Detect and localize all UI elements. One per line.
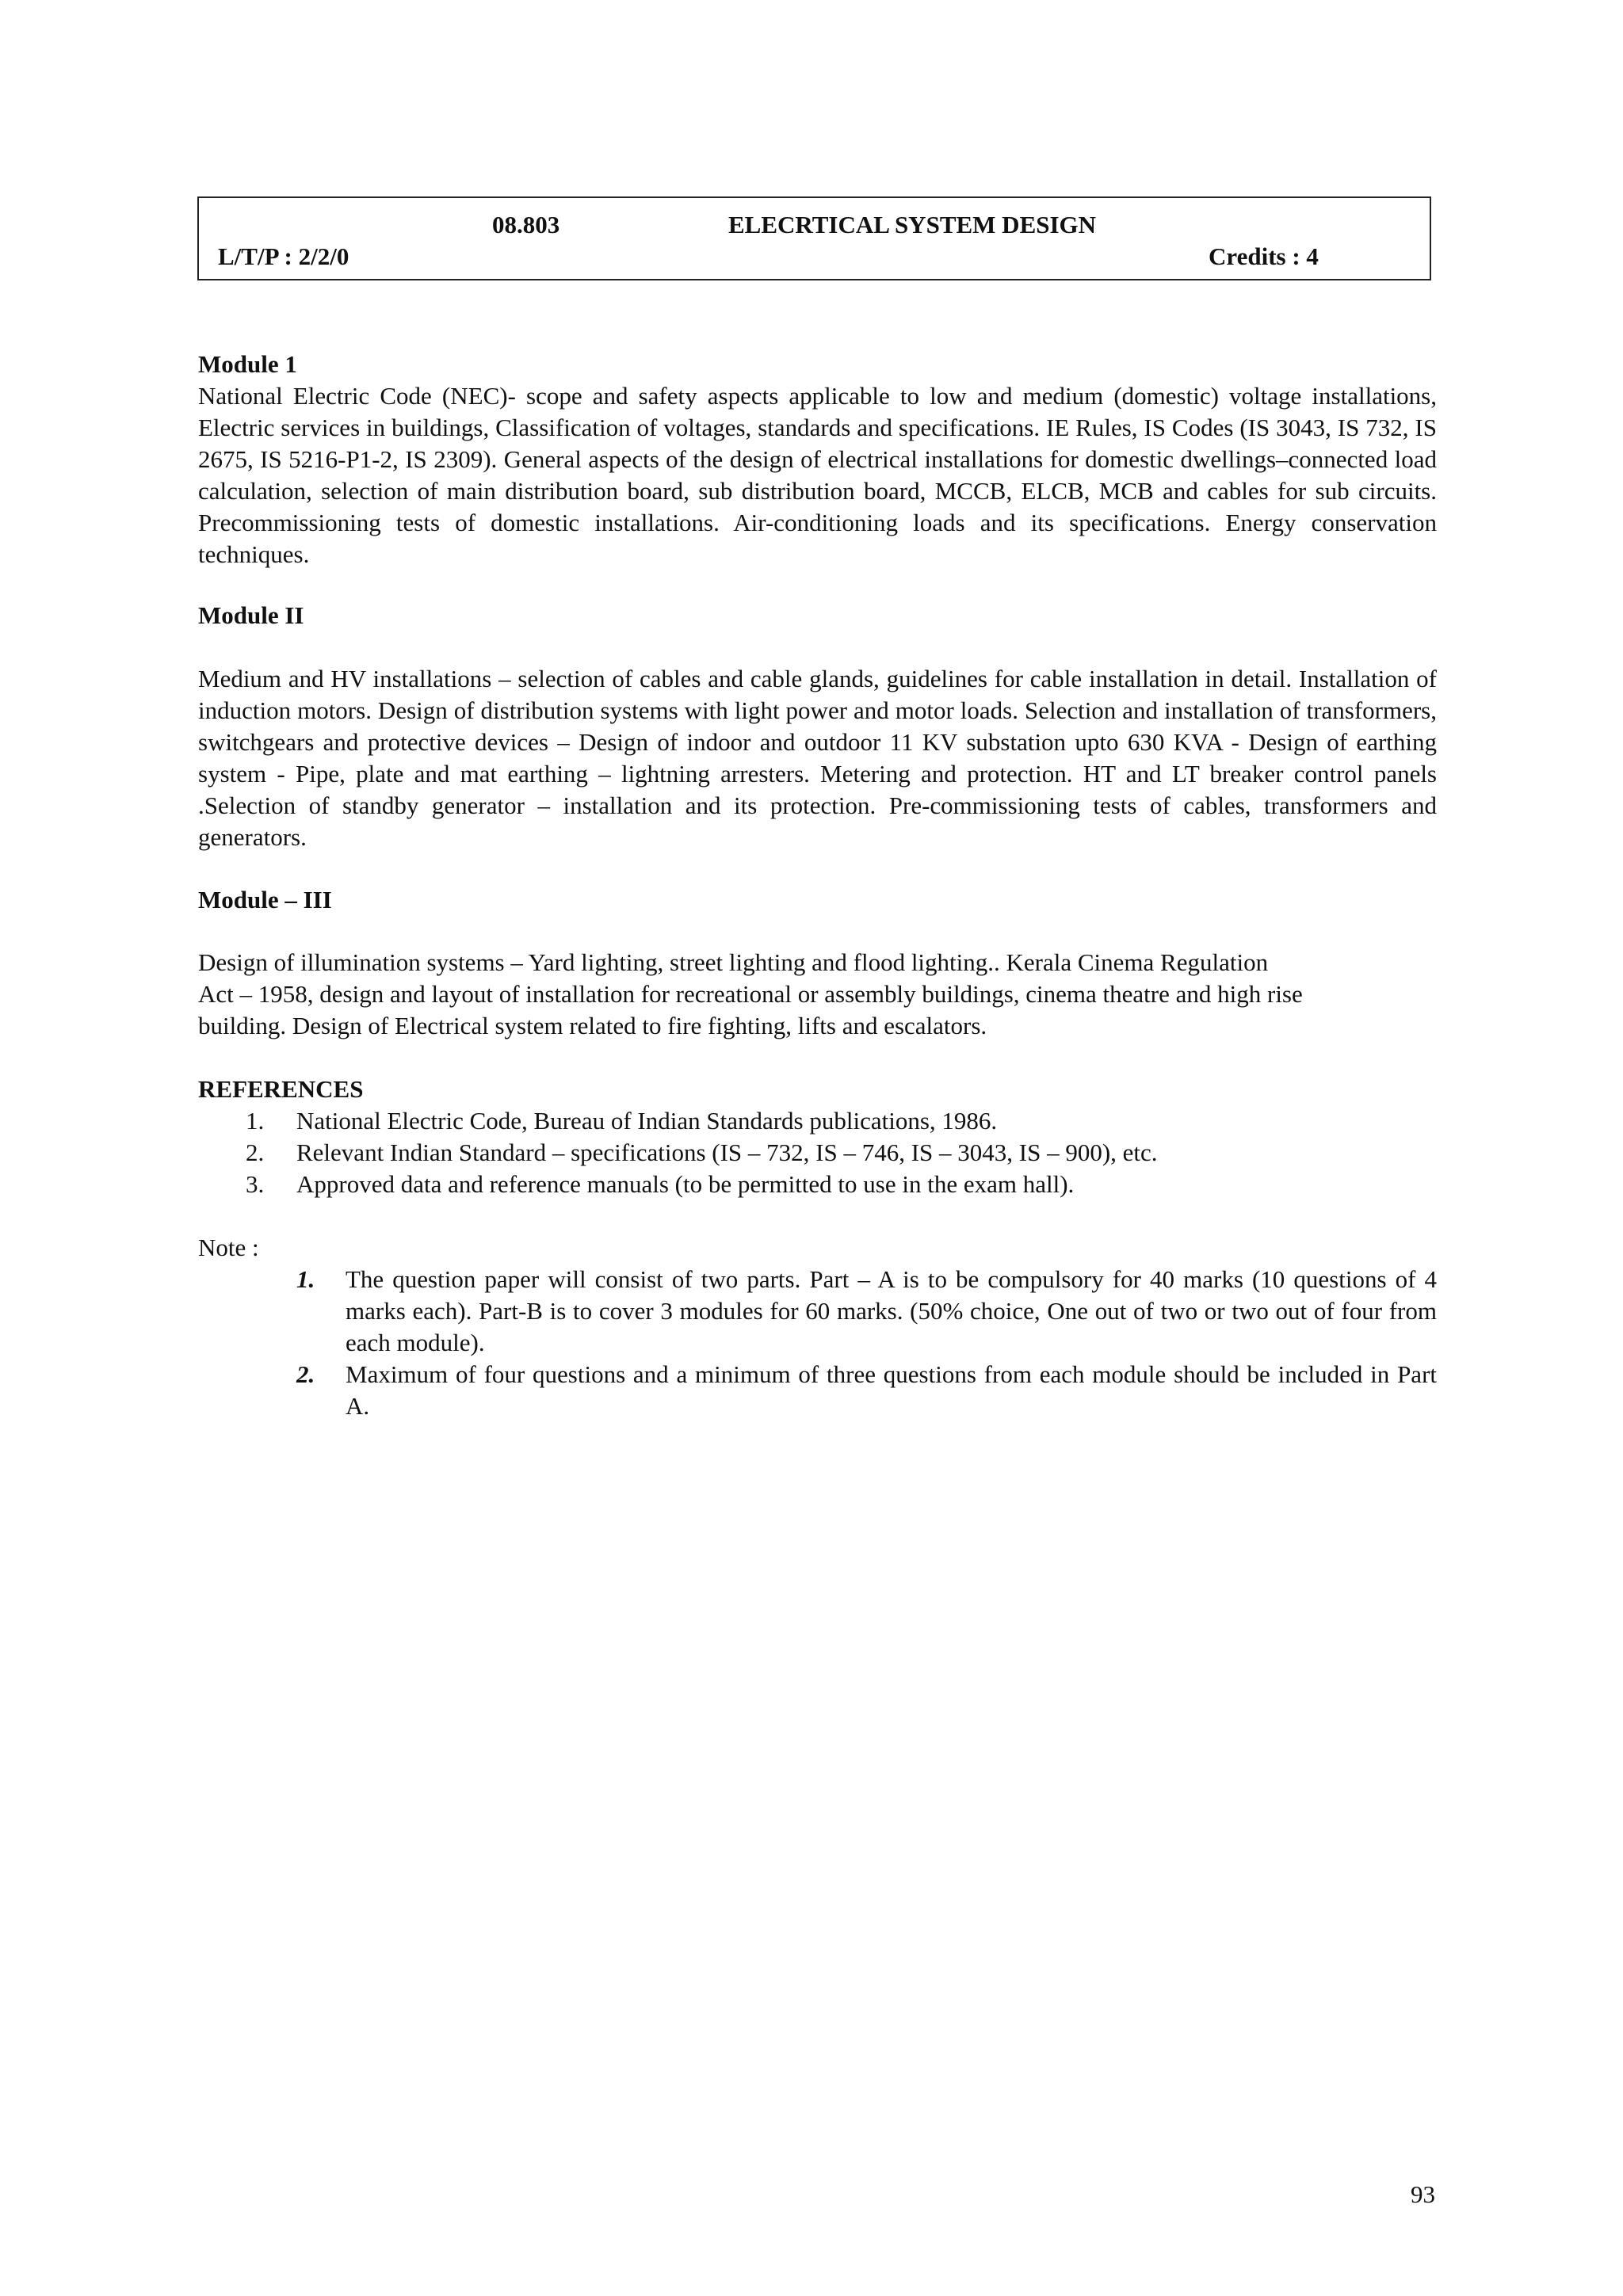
credits-info: Credits : 4	[1209, 242, 1319, 270]
reference-item	[198, 1105, 1437, 1137]
module-3-line: Act – 1958, design and layout of installation for recreational or assembly buildings, cinema theatre and high rise	[198, 980, 1303, 1008]
reference-item	[198, 1137, 1437, 1169]
references-heading: REFERENCES	[198, 1075, 364, 1103]
course-title: ELECRTICAL SYSTEM DESIGN	[728, 211, 1097, 238]
note-text: Maximum of four questions and a minimum of three questions from each module should be included in Part A.	[346, 1360, 1437, 1420]
module-3-heading: Module – III	[198, 886, 332, 913]
reference-number: 2.	[246, 1138, 265, 1166]
reference-number: 3.	[246, 1170, 265, 1198]
notes-list	[296, 1264, 1437, 1422]
module-3-line: building. Design of Electrical system related to fire fighting, lifts and escalators.	[198, 1012, 987, 1039]
ltp-info: L/T/P : 2/2/0	[218, 242, 349, 270]
course-header-box	[197, 196, 1431, 280]
reference-text: Approved data and reference manuals (to be permitted to use in the exam hall).	[296, 1170, 1075, 1198]
course-code: 08.803	[492, 211, 560, 238]
module-3-line: Design of illumination systems – Yard lighting, street lighting and flood lighting.. Kerala Cinema Regulation	[198, 948, 1269, 976]
module-2-body: Medium and HV installations – selection of cables and cable glands, guidelines for cable installation in detail. Installation of induction motors. Design of distribution systems with light power and motor loads. Selection and installation of transformers, switchgears and protective devices – Design of indoor and outdoor 11 KV substation upto 630 KVA - Design of earthing system - Pipe, plate and mat earthing – lightning arresters. Metering and protection. HT and LT breaker control panels .Selection of standby generator – installation and its protection. Pre-commissioning tests of cables, transformers and generators.	[198, 665, 1437, 851]
note-number: 2.	[296, 1360, 315, 1388]
reference-text: Relevant Indian Standard – specifications (IS – 732, IS – 746, IS – 3043, IS – 900), etc.	[296, 1138, 1158, 1166]
note-label: Note :	[198, 1234, 259, 1261]
reference-number: 1.	[246, 1107, 265, 1135]
module-1-body: National Electric Code (NEC)- scope and safety aspects applicable to low and medium (domestic) voltage installations, Electric services in buildings, Classification of voltages, standards and specifications. IE Rules, IS Codes (IS 3043, IS 732, IS 2675, IS 5216-P1-2, IS 2309). General aspects of the design of electrical installations for domestic dwellings–connected load calculation, selection of main distribution board, sub distribution board, MCCB, ELCB, MCB and cables for sub circuits. Precommissioning tests of domestic installations. Air-conditioning loads and its specifications. Energy conservation techniques.	[198, 382, 1437, 568]
references-list	[198, 1105, 1437, 1200]
reference-item	[198, 1169, 1437, 1200]
note-text: The question paper will consist of two parts. Part – A is to be compulsory for 40 marks (10 questions of 4 marks each). Part-B is to cover 3 modules for 60 marks. (50% choice, One out of two or two out of four from each module).	[346, 1265, 1437, 1356]
module-3-body	[198, 947, 1437, 1042]
module-1-heading: Module 1	[198, 350, 297, 378]
reference-text: National Electric Code, Bureau of Indian Standards publications, 1986.	[296, 1107, 998, 1135]
note-item	[296, 1264, 1437, 1359]
note-item	[296, 1359, 1437, 1422]
page-number: 93	[1411, 2180, 1435, 2208]
note-number: 1.	[296, 1265, 315, 1293]
module-2-heading: Module II	[198, 601, 304, 629]
